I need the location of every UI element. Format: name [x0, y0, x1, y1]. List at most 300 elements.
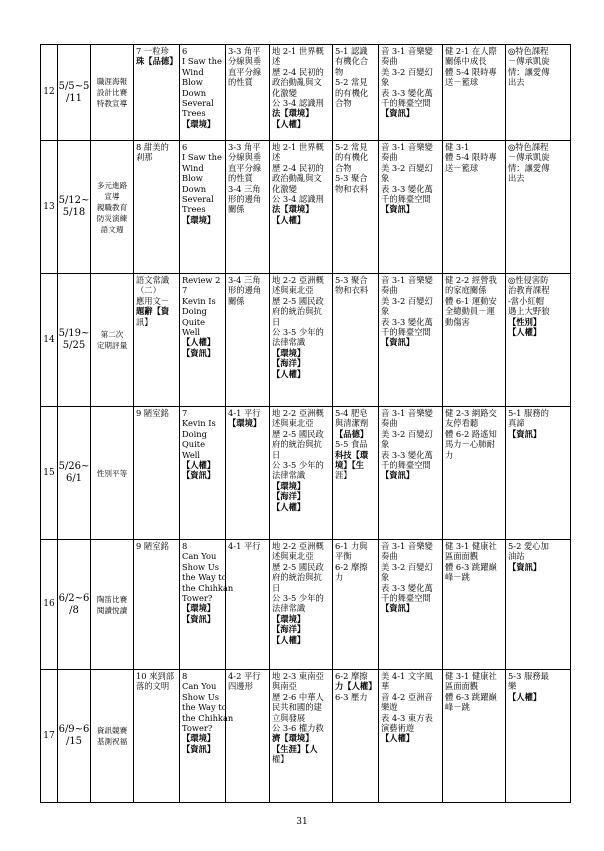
cell-line: 真諦 [508, 418, 525, 429]
cell-line: 【資訊】 [381, 337, 415, 348]
cell-line: 5/5~5 [58, 80, 90, 92]
cell-line: 語文常識 [136, 275, 170, 285]
chinese-cell [134, 141, 180, 274]
cell-line: 涯】 [335, 470, 352, 481]
cell-line: 美 3-2 百變幻 [381, 428, 433, 439]
cell-line: 【人權】 [272, 118, 306, 129]
cell-line: 【海洋】 [272, 624, 306, 635]
cell-line: 閱讀悅讀 [96, 605, 128, 615]
cell-line: Can You [182, 681, 217, 692]
cell-line: Doing [182, 428, 207, 439]
cell-line: 【環境】 [272, 347, 306, 358]
cell-line: 【資訊】 [182, 470, 216, 481]
cell-line: 5-3 服務最 [508, 671, 549, 681]
arts-cell [379, 274, 443, 407]
cell-line: 千的舞臺空間 [381, 194, 431, 205]
cell-line: 3-4 三角 [228, 275, 261, 285]
cell-line: 地 2-3 東南亞 [272, 671, 324, 681]
cell-line: 【資訊】 [381, 603, 415, 614]
cell-line: 民共和國的建 [272, 702, 322, 713]
arts-cell [379, 670, 443, 803]
cell-line: 述 [272, 152, 281, 163]
cell-line: 情：讓愛傳 [508, 162, 550, 173]
cell-line: 歷 2-4 民初的 [272, 66, 324, 77]
cell-line: 健 2-1 在人際 [445, 46, 497, 56]
cell-line: 訊】 [136, 316, 153, 327]
cell-line: Trees [182, 204, 206, 215]
cell-line: 峰－跳 [445, 572, 470, 583]
cell-line: 體 6-2 路遙知 [445, 428, 497, 439]
cell-line: 千的舞臺空間 [381, 593, 431, 604]
cell-line: 【環境】 [272, 480, 306, 491]
week-row [41, 45, 571, 141]
arts-cell [379, 540, 443, 670]
cell-line: 權】 [272, 754, 289, 765]
school-events [91, 407, 134, 540]
cell-line: 千的舞臺空間 [381, 327, 431, 338]
cell-line: 音 3-1 音樂變 [381, 541, 433, 551]
school-events [91, 45, 134, 141]
cell-line: 6-3 壓力 [335, 691, 368, 702]
cell-line: 3-3 角平 [228, 142, 261, 152]
arts-cell [379, 407, 443, 540]
cell-line: 的性質 [228, 173, 253, 184]
cell-line: the Chihkan [182, 712, 234, 723]
cell-line: -當小紅帽 [508, 295, 544, 306]
cell-line: 區面面觀 [445, 681, 479, 692]
health-cell [443, 274, 506, 407]
cell-line: 【資訊】 [381, 108, 415, 119]
cell-line: 【環境】 [182, 603, 216, 614]
cell-line: 6/2~6 [58, 592, 90, 604]
cell-line: 5-2 愛心加 [508, 541, 549, 551]
cell-line: 【環境】 [182, 733, 216, 744]
cell-line: 【資訊】 [182, 613, 216, 624]
cell-line: 美 3-2 百變幻 [381, 295, 433, 306]
cell-line: 合物 [335, 162, 352, 173]
cell-line: 體 5-4 限時專 [445, 152, 497, 163]
cell-line: 7 [182, 285, 188, 296]
cell-line: 9 陋室銘 [136, 408, 169, 418]
week-number: 14 [41, 274, 58, 407]
cell-line: 送－籃球 [445, 162, 479, 173]
math-cell [226, 45, 270, 141]
chinese-cell [134, 670, 180, 803]
cell-line: 6-1 力與 [335, 541, 368, 551]
math-cell [226, 141, 270, 274]
cell-line: 治教育課程 [508, 285, 550, 296]
week-row [41, 141, 571, 274]
cell-line: 定期評量 [96, 341, 128, 350]
cell-line: 【環境】 [182, 214, 216, 225]
cell-line: 音 3-1 音樂變 [381, 408, 433, 418]
week-date-range [58, 407, 91, 540]
cell-line: 地 2-2 亞洲概 [272, 408, 324, 418]
cell-line: 府的統治與抗 [272, 439, 322, 450]
cell-line: 公 3-5 少年的 [272, 460, 324, 471]
cell-line: Well [182, 327, 201, 338]
cell-line: 表 3-3 變化萬 [381, 87, 433, 98]
cell-line: 化激變 [272, 183, 297, 194]
cell-line: 關係 [228, 204, 245, 215]
cell-line: 送－籃球 [445, 77, 479, 88]
cell-line: /15 [65, 736, 83, 747]
cell-line: 落的文明 [136, 681, 170, 692]
week-date-range [58, 540, 91, 670]
math-cell [226, 407, 270, 540]
cell-line: －傳承凱旋 [508, 56, 550, 67]
cell-line: 演藝術遊 [381, 723, 415, 734]
cell-line: 健 2-2 經營我 [445, 275, 497, 285]
integrated-cell [506, 274, 571, 407]
arts-cell [379, 45, 443, 141]
cell-line: 體 6-3 跳躍巔 [445, 691, 497, 702]
cell-line: Tower? [182, 723, 213, 734]
science-cell [333, 670, 379, 803]
cell-line: 境】【生 [335, 460, 365, 471]
cell-line: 法【環境】 [272, 108, 314, 119]
curriculum-schedule-table [40, 44, 571, 803]
english-cell [180, 407, 226, 540]
cell-line: 美 3-2 百變幻 [381, 561, 433, 572]
cell-line: 5-1 認識 [335, 46, 368, 56]
cell-line: 象 [381, 173, 390, 184]
cell-line: ◎特色課程 [508, 142, 549, 152]
week-date-range [58, 141, 91, 274]
english-cell [180, 540, 234, 670]
cell-line: 出去 [508, 173, 525, 184]
cell-line: 歷 2-4 民初的 [272, 162, 324, 173]
cell-line: 華 [381, 681, 390, 692]
cell-line: 公 3-6 權力救 [272, 723, 324, 734]
cell-line: 美 3-2 百變幻 [381, 162, 433, 173]
week-number: 17 [41, 670, 58, 803]
cell-line: 8 [182, 541, 188, 551]
cell-line: 【資訊】 [182, 347, 216, 358]
cell-line: 體 6-1 運動安 [445, 295, 497, 306]
cell-line: Wind [182, 162, 204, 173]
cell-line: 奏曲 [381, 56, 398, 67]
cell-line: 情：讓愛傳 [508, 66, 550, 77]
cell-line: 5-3 聚合 [335, 173, 368, 184]
cell-line: 【海洋】 [272, 358, 306, 369]
cell-line: 表 3-3 變化萬 [381, 449, 433, 460]
cell-line: 5-2 常見 [335, 77, 368, 88]
cell-line: 的家庭關係 [445, 285, 487, 296]
cell-line: 性別平等 [96, 468, 128, 478]
cell-line: 述與東北亞 [272, 418, 314, 429]
science-cell [333, 45, 379, 141]
cell-line: 出去 [508, 77, 525, 88]
cell-line: 【人權】 [182, 337, 216, 348]
week-number: 16 [41, 540, 58, 670]
cell-line: 應用文－ [136, 295, 170, 306]
cell-line: 與清潔劑 [335, 418, 369, 429]
cell-line: 健 3-1 健康社 [445, 541, 497, 551]
cell-line: 形的邊角 [228, 194, 262, 205]
cell-line: the Chihkan [182, 582, 234, 593]
social-cell [270, 141, 333, 274]
cell-line: 公 3-5 少年的 [272, 593, 324, 604]
cell-line: 4-1 平行 [228, 408, 261, 418]
cell-line: 府的統治與抗 [272, 306, 322, 317]
science-cell [333, 540, 379, 670]
cell-line: 分線與垂 [228, 152, 262, 163]
cell-line: 【環境】 [272, 613, 306, 624]
cell-line: Blow [182, 77, 203, 88]
cell-line: 全總動員－運 [445, 306, 495, 317]
cell-line: 的有機化 [335, 87, 369, 98]
cell-line: 日 [272, 582, 281, 593]
cell-line: 健 3-1 健康社 [445, 671, 497, 681]
week-row [41, 407, 571, 540]
cell-line: 千的舞臺空間 [381, 98, 431, 109]
cell-line: 象 [381, 572, 390, 583]
cell-line: Doing [182, 306, 207, 317]
cell-line: 表 4-3 東方表 [381, 712, 433, 723]
cell-line: 公 3-4 認識刑 [272, 194, 324, 205]
cell-line: 日 [272, 316, 281, 327]
cell-line: 5-4 肥皂 [335, 408, 368, 418]
cell-line: 平衡 [335, 551, 352, 562]
chinese-cell [134, 274, 180, 407]
cell-line: 陶笛比賽 [96, 594, 128, 604]
cell-line: 【資訊】 [508, 428, 542, 439]
week-row [41, 670, 571, 803]
week-row [41, 274, 571, 407]
integrated-cell [506, 670, 571, 803]
cell-line: 6-2 摩擦 [335, 671, 368, 681]
arts-cell [379, 141, 443, 274]
cell-line: 3-3 角平 [228, 46, 261, 56]
social-cell [270, 540, 333, 670]
schedule-body [41, 45, 571, 803]
cell-line: 職涯海報 [96, 77, 128, 86]
social-cell [270, 45, 333, 141]
cell-line: 基測祝福 [96, 737, 128, 746]
cell-line: 7 一粒珍 [136, 46, 169, 56]
cell-line: Several [182, 194, 214, 205]
chinese-cell [134, 540, 180, 670]
cell-line: 【資訊】 [508, 561, 542, 572]
chinese-cell [134, 407, 180, 540]
cell-line: 形的邊角 [228, 285, 262, 296]
school-events [91, 540, 134, 670]
cell-line: 【人權】 [272, 214, 306, 225]
cell-line: 友停看聽 [445, 418, 479, 429]
cell-line: 珠【品德】 [136, 56, 178, 67]
cell-line: 6/1 [65, 473, 83, 484]
social-cell [270, 407, 333, 540]
cell-line: 表 3-3 變化萬 [381, 316, 433, 327]
cell-line: 力 [445, 449, 454, 460]
cell-line: －傳承凱旋 [508, 152, 550, 163]
social-cell [270, 670, 333, 803]
school-events [91, 670, 134, 803]
cell-line: 奏曲 [381, 551, 398, 562]
cell-line: 奏曲 [381, 152, 398, 163]
week-row [41, 540, 571, 670]
cell-line: Trees [182, 108, 206, 119]
math-cell [226, 670, 270, 803]
cell-line: Show Us [182, 691, 220, 702]
cell-line: 政治動亂與文 [272, 77, 322, 88]
cell-line: 【人權】 [182, 460, 216, 471]
cell-line: 歷 2-5 國民政 [272, 428, 324, 439]
cell-line: 直平分線 [228, 162, 262, 173]
cell-line: 6/9~6 [58, 724, 90, 735]
cell-line: 音 3-1 音樂變 [381, 275, 433, 285]
cell-line: 動傷害 [445, 316, 470, 327]
social-cell [270, 274, 333, 407]
english-cell [180, 274, 226, 407]
cell-line: I Saw the [182, 56, 222, 67]
cell-line: Down [182, 183, 207, 194]
cell-line: 【資訊】 [381, 470, 415, 481]
cell-line: 物和衣料 [335, 183, 369, 194]
health-cell [443, 540, 506, 670]
cell-line: 奏曲 [381, 418, 398, 429]
cell-line: 親職教育 [96, 202, 128, 212]
cell-line: 科技【環 [335, 449, 369, 460]
cell-line: 直平分線 [228, 66, 262, 77]
cell-line: 【資訊】 [182, 743, 216, 754]
cell-line: Well [182, 449, 201, 460]
cell-line: 法律常識 [272, 603, 306, 614]
cell-line: 3-4 三角 [228, 183, 261, 194]
math-cell [226, 540, 270, 670]
cell-line: 【人權】 [508, 327, 542, 338]
integrated-cell [506, 45, 571, 141]
cell-line: Quite [182, 316, 206, 327]
cell-line: 象 [381, 306, 390, 317]
cell-line: 宣導 [104, 191, 120, 201]
cell-line: Review 2 [182, 275, 221, 285]
cell-line: 化激變 [272, 87, 297, 98]
cell-line: 音 3-1 音樂變 [381, 142, 433, 152]
cell-line: 【人權】 [272, 501, 306, 512]
cell-line: 述 [272, 56, 281, 67]
week-date-range [58, 45, 91, 141]
cell-line: Kevin Is [182, 295, 216, 306]
cell-line: /11 [65, 92, 83, 104]
cell-line: 述與東北亞 [272, 285, 314, 296]
cell-line: 語文週 [100, 224, 124, 234]
cell-line: 體 5-4 限時專 [445, 66, 497, 77]
cell-line: 奏曲 [381, 285, 398, 296]
cell-line: 象 [381, 77, 390, 88]
cell-line: 歷 2-5 國民政 [272, 295, 324, 306]
cell-line: 美 3-2 百變幻 [381, 66, 433, 77]
cell-line: 地 2-1 世界概 [272, 142, 324, 152]
cell-line: 關係中成長 [445, 56, 487, 67]
cell-line: ◎特色課程 [508, 46, 549, 56]
cell-line: 美 4-1 文字風 [381, 671, 433, 681]
cell-line: 8 甜美的 [136, 142, 169, 152]
cell-line: 4-1 平行 [228, 541, 261, 551]
cell-line: 力【人權】 [335, 681, 377, 692]
cell-line: 【生涯】【人 [272, 743, 318, 754]
cell-line: 與南亞 [272, 681, 297, 692]
cell-line: 6 [182, 142, 188, 152]
cell-line: 9 陋室銘 [136, 541, 169, 551]
cell-line: 峰－跳 [445, 702, 470, 713]
cell-line: （二） [136, 285, 161, 296]
integrated-cell [506, 407, 571, 540]
cell-line: 法【環境】 [272, 204, 314, 215]
cell-line: 5/18 [62, 207, 86, 218]
cell-line: Show Us [182, 561, 220, 572]
cell-line: Can You [182, 551, 217, 562]
cell-line: 的有機化 [335, 152, 369, 163]
cell-line: 樂遊 [381, 702, 398, 713]
week-number: 15 [41, 407, 58, 540]
chinese-cell [134, 45, 180, 141]
cell-line: I Saw the [182, 152, 222, 163]
cell-line: 5-1 服務的 [508, 408, 549, 418]
cell-line: 馬力－心肺耐 [445, 439, 495, 450]
school-events [91, 274, 134, 407]
cell-line: 立與發展 [272, 712, 306, 723]
cell-line: 公 3-5 少年的 [272, 327, 324, 338]
integrated-cell [506, 141, 571, 274]
cell-line: 特教宣導 [96, 99, 128, 108]
cell-line: 合物 [335, 98, 352, 109]
health-cell [443, 407, 506, 540]
cell-line: 【品德】 [335, 428, 369, 439]
cell-line: 四邊形 [228, 681, 253, 692]
cell-line: 表 3-3 變化萬 [381, 183, 433, 194]
cell-line: 6 [182, 46, 188, 56]
cell-line: 法律常識 [272, 470, 306, 481]
science-cell [333, 407, 379, 540]
cell-line: 千的舞臺空間 [381, 460, 431, 471]
integrated-cell [506, 540, 571, 670]
cell-line: 物 [335, 66, 344, 77]
cell-line: 【性別】 [508, 316, 542, 327]
cell-line: 地 2-2 亞洲概 [272, 275, 324, 285]
cell-line: 【人權】 [381, 733, 415, 744]
cell-line: the Way to [182, 702, 227, 713]
health-cell [443, 670, 506, 803]
cell-line: 設計比賽 [96, 88, 128, 97]
cell-line: 油站 [508, 551, 525, 562]
cell-line: Quite [182, 439, 206, 450]
cell-line: 力 [335, 572, 344, 583]
cell-line: 10 來到部 [136, 671, 175, 681]
cell-line: 象 [381, 439, 390, 450]
health-cell [443, 141, 506, 274]
math-cell [226, 274, 270, 407]
cell-line: 地 2-2 亞洲概 [272, 541, 324, 551]
cell-line: 音 3-1 音樂變 [381, 46, 433, 56]
cell-line: 區面面觀 [445, 551, 479, 562]
cell-line: Down [182, 87, 207, 98]
cell-line: 【環境】 [182, 118, 216, 129]
cell-line: 關係 [228, 295, 245, 306]
cell-line: the Way to [182, 572, 227, 583]
cell-line: 樂 [508, 681, 517, 692]
cell-line: 7 [182, 408, 188, 418]
cell-line: 歷 2-6 中華人 [272, 691, 324, 702]
english-cell [180, 45, 226, 141]
cell-line: 8 [182, 671, 188, 681]
cell-line: 題辭【資 [136, 306, 170, 317]
cell-line: 5/19~ [58, 328, 90, 339]
cell-line: 【海洋】 [272, 491, 306, 502]
week-date-range [58, 670, 91, 803]
cell-line: 健 2-3 網路交 [445, 408, 497, 418]
